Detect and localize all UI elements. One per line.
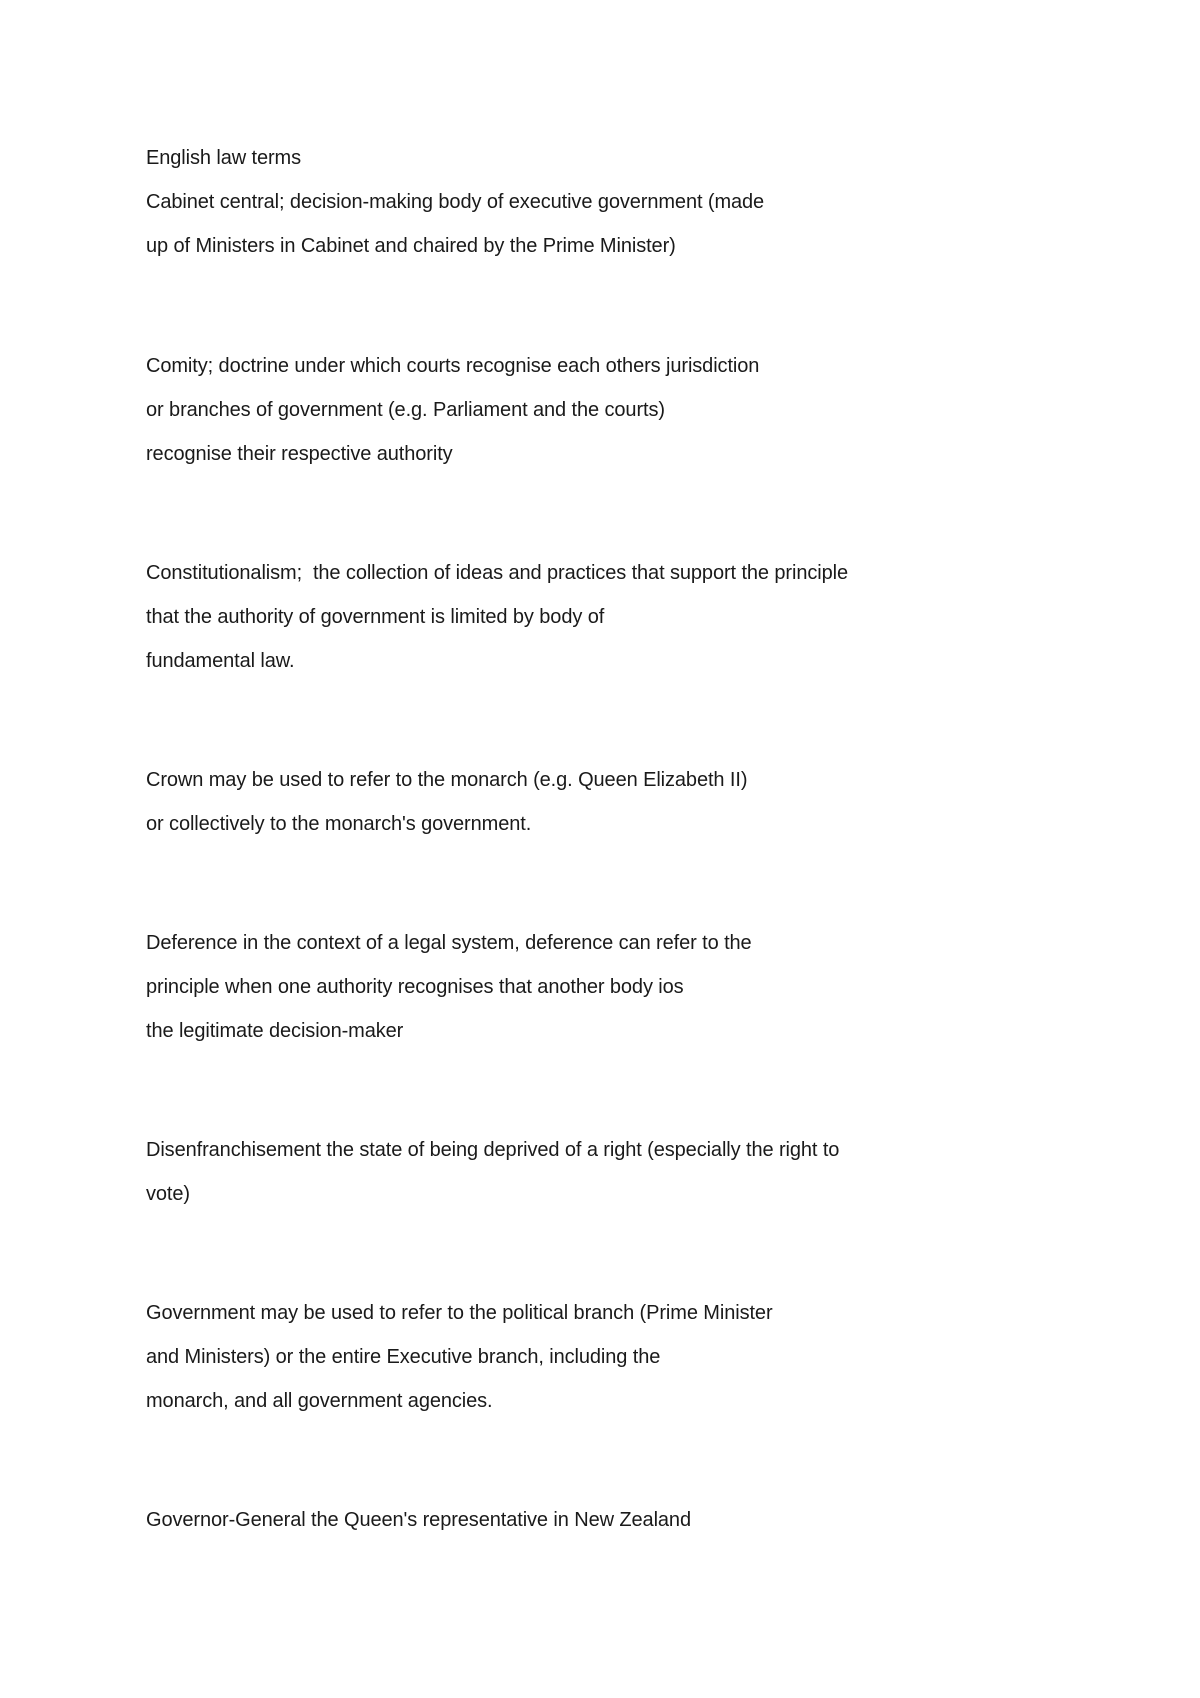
term-comity-line-1: Comity; doctrine under which courts recognise each others jurisdiction — [146, 355, 760, 377]
term-disenfranchisement-line-2: vote) — [146, 1183, 190, 1205]
term-government-line-1: Government may be used to refer to the political branch (Prime Minister — [146, 1302, 773, 1324]
term-cabinet-line-1: Cabinet central; decision-making body of executive government (made — [146, 191, 765, 213]
term-cabinet-line-2: up of Ministers in Cabinet and chaired by the Prime Minister) — [146, 235, 676, 257]
term-deference-line-3: the legitimate decision-maker — [146, 1020, 404, 1042]
term-comity-line-2: or branches of government (e.g. Parliament and the courts) — [146, 399, 665, 421]
term-deference-line-1: Deference in the context of a legal system, deference can refer to the — [146, 932, 752, 954]
term-deference-line-2: principle when one authority recognises that another body ios — [146, 976, 684, 998]
term-government-line-3: monarch, and all government agencies. — [146, 1390, 493, 1412]
term-disenfranchisement-line-1: Disenfranchisement the state of being deprived of a right (especially the right to — [146, 1139, 840, 1161]
term-constitutionalism-line-1: Constitutionalism; the collection of ideas and practices that support the principle — [146, 562, 848, 584]
document-title: English law terms — [146, 147, 302, 169]
term-comity-line-3: recognise their respective authority — [146, 443, 453, 465]
term-governor-general-line-1: Governor-General the Queen's representative in New Zealand — [146, 1509, 691, 1531]
term-constitutionalism-line-3: fundamental law. — [146, 650, 295, 672]
term-crown-line-1: Crown may be used to refer to the monarch (e.g. Queen Elizabeth II) — [146, 769, 748, 791]
term-government-line-2: and Ministers) or the entire Executive branch, including the — [146, 1346, 661, 1368]
term-crown-line-2: or collectively to the monarch's government. — [146, 813, 532, 835]
term-constitutionalism-line-2: that the authority of government is limited by body of — [146, 606, 605, 628]
